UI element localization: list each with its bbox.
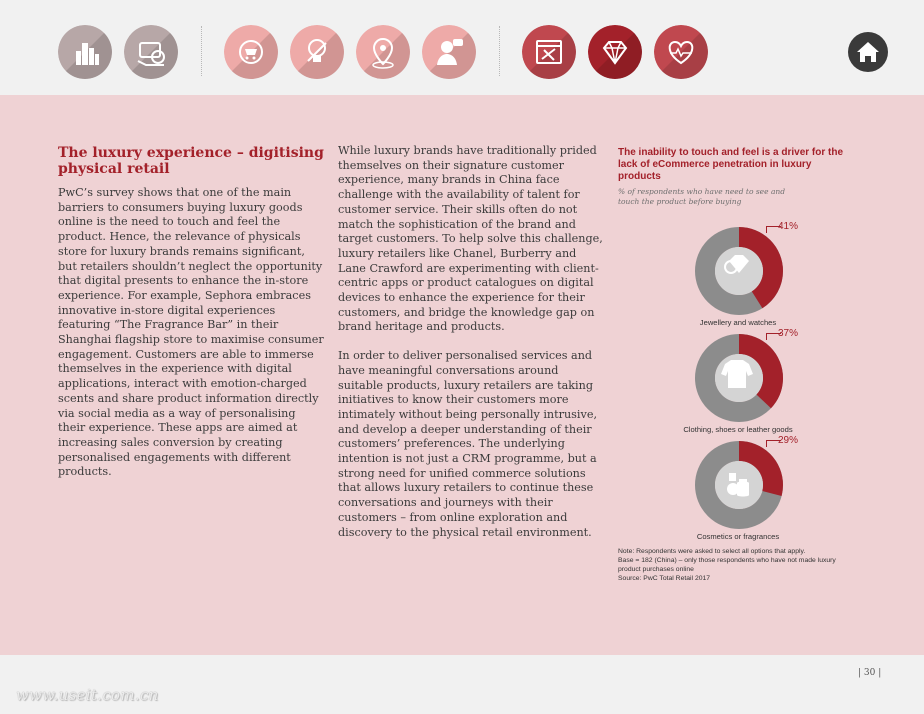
source-text: Source: PwC Total Retail 2017 bbox=[618, 575, 711, 582]
browser-tools-icon[interactable] bbox=[522, 25, 576, 79]
city-skyline-icon[interactable] bbox=[58, 25, 112, 79]
page-number: | 30 | bbox=[858, 668, 882, 678]
footer-bar bbox=[0, 655, 924, 714]
base-text: Base = 182 (China) – only those respondents who have not made luxury product purchases online bbox=[618, 557, 836, 573]
donut-ring bbox=[695, 441, 783, 529]
value-label: 41% bbox=[778, 221, 799, 232]
chart-notes bbox=[618, 547, 848, 583]
category-label: Clothing, shoes or leather goods bbox=[683, 425, 793, 434]
chart-subtitle: % of respondents who have need to see and touch the product before buying bbox=[618, 187, 786, 206]
category-label: Jewellery and watches bbox=[699, 318, 777, 327]
article-column-2 bbox=[338, 144, 604, 540]
article-paragraph: PwC’s survey shows that one of the main barriers to consumers buying luxury goods online is the need to touch and feel the product. Hence, the relevance of physicals store for luxury brands remains significant, but retailers shouldn’t neglect the opportunity that digital presents to enhance the in-store experience. For example, Sephora embraces innovative in-store digital experiences featuring “The Fragrance Bar” in their Shanghai flagship store to maximise consumer engagement. Customers are able to immerse themselves in the experience with digital applications, interact with emotion-charged scents and share product information directly via social media as a way of personalising their experience. These apps are aimed at increasing sales conversion by creating personalised engagements with different products. bbox=[58, 186, 324, 479]
heart-pulse-icon[interactable] bbox=[654, 25, 708, 79]
note-text: Note: Respondents were asked to select all options that apply. bbox=[618, 548, 806, 555]
diamond-icon[interactable] bbox=[588, 25, 642, 79]
mobile-cart-icon[interactable] bbox=[224, 25, 278, 79]
chart-title: The inability to touch and feel is a driver for the lack of eCommerce penetration in luxury products bbox=[618, 147, 844, 182]
value-label: 37% bbox=[778, 328, 799, 339]
article-paragraph: In order to deliver personalised services and have meaningful conversations around suitable products, luxury retailers are taking initiatives to know their customers more intimately without being personally intrusive, and develop a deeper understanding of their customers’ preferences. The underlying intention is not just a CRM programme, but a strong need for unified commerce solutions that allows luxury retailers to continue these conversations and journeys with their customers – from online exploration and discovery to the physical retail environment. bbox=[338, 349, 598, 539]
global-shopping-icon[interactable] bbox=[124, 25, 178, 79]
home-icon[interactable] bbox=[848, 32, 888, 72]
location-pin-icon[interactable] bbox=[356, 25, 410, 79]
donut-ring bbox=[695, 334, 783, 422]
value-label: 29% bbox=[778, 435, 799, 446]
article-heading: The luxury experience – digitising physical retail bbox=[58, 145, 324, 177]
nav-divider bbox=[499, 26, 500, 76]
content-panel bbox=[0, 95, 924, 655]
watermark: www.useit.com.cn bbox=[16, 686, 159, 704]
customer-profile-icon[interactable] bbox=[422, 25, 476, 79]
lightbulb-icon[interactable] bbox=[290, 25, 344, 79]
nav-divider bbox=[201, 26, 202, 76]
article-column-1 bbox=[58, 145, 326, 480]
donut-ring bbox=[695, 227, 783, 315]
chart-panel bbox=[618, 147, 848, 541]
top-navigation-bar bbox=[0, 0, 924, 95]
category-label: Cosmetics or fragrances bbox=[696, 532, 780, 541]
article-paragraph: While luxury brands have traditionally prided themselves on their signature customer experience, many brands in China face challenge with the availability of talent for customer service. Their skills often do not match the sophistication of the brand and target customers. To help solve this challenge, luxury retailers like Chanel, Burberry and Lane Crawford are experimenting with client-centric apps or product catalogues on digital devices to enhance the experience for their customers, and bridge the knowledge gap on brand heritage and products. bbox=[338, 144, 603, 334]
